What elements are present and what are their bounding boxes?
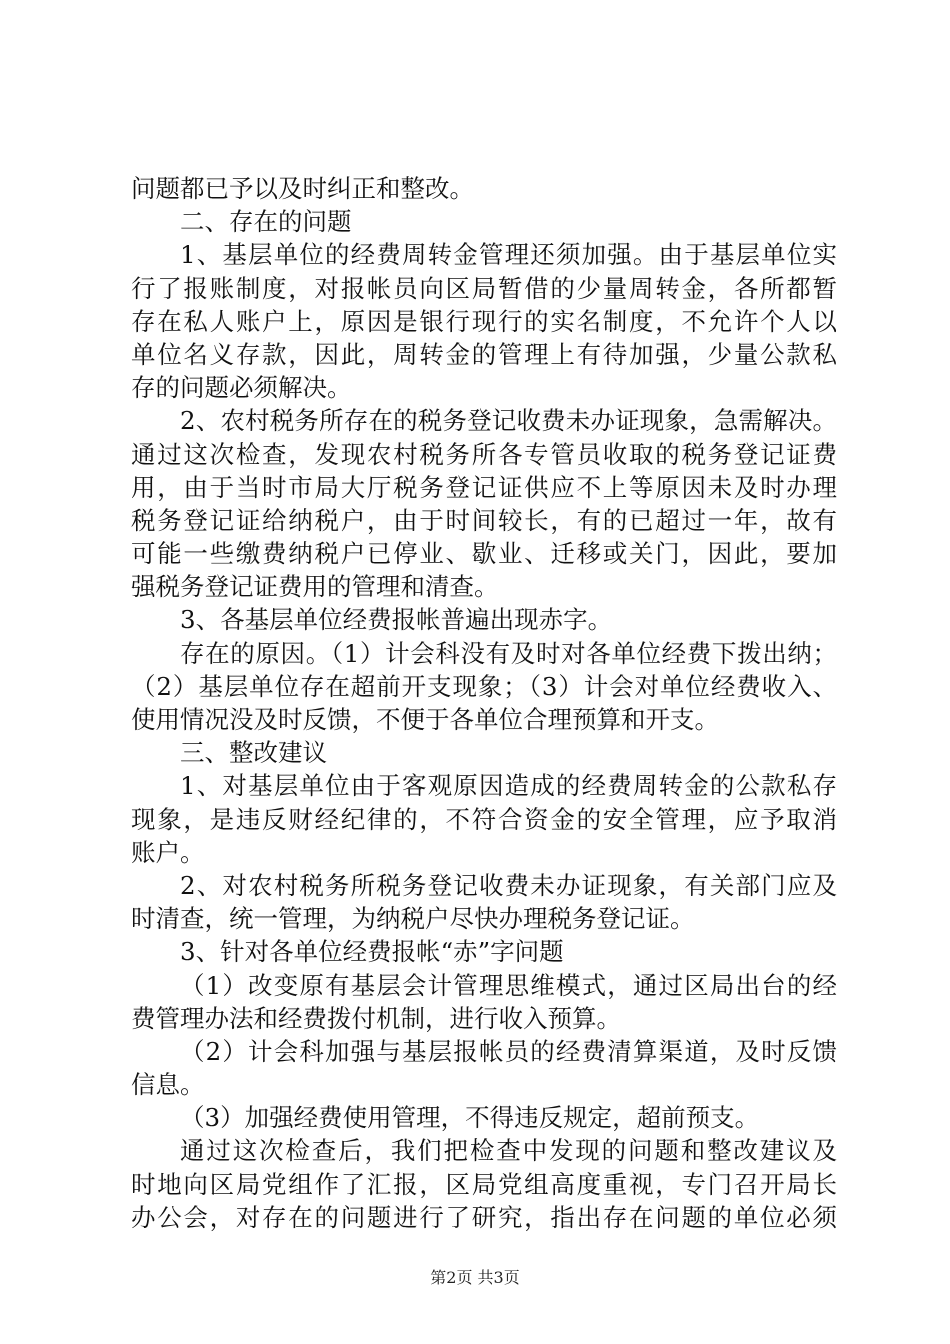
text-line: 强税务登记证费用的管理和清查。	[131, 572, 499, 602]
text-line: 使用情况没及时反馈，不便于各单位合理预算和开支。	[131, 705, 719, 734]
text-line: 问题都已予以及时纠正和整改。	[131, 174, 474, 203]
text-line: 时清查，统一管理，为纳税户尽快办理税务登记证。	[131, 904, 695, 934]
text-line: 通过这次检查，发现农村税务所各专管员收取的税务登记证费	[131, 439, 837, 469]
text-line: 3、针对各单位经费报帐“赤”字问题	[180, 937, 564, 967]
text-line: 1、对基层单位由于客观原因造成的经费周转金的公款私存	[180, 771, 837, 801]
text-line: 用，由于当时市局大厅税务登记证供应不上等原因未及时办理	[131, 472, 837, 502]
text-line: 费管理办法和经费拨付机制，进行收入预算。	[131, 1003, 621, 1033]
text-line: 存在私人账户上，原因是银行现行的实名制度，不允许个人以	[131, 306, 837, 336]
text-line: 时地向区局党组作了汇报，区局党组高度重视，专门召开局长	[131, 1169, 837, 1199]
text-line: 办公会，对存在的问题进行了研究，指出存在问题的单位必须	[131, 1202, 837, 1232]
text-line: 存的问题必须解决。	[131, 373, 352, 403]
text-line: 三、整改建议	[180, 738, 327, 768]
text-line: 单位名义存款，因此，周转金的管理上有待加强，少量公款私	[131, 339, 837, 369]
text-line: 信息。	[131, 1070, 205, 1100]
page-footer: 第2页 共3页	[430, 1268, 520, 1287]
text-line: 1、基层单位的经费周转金管理还须加强。由于基层单位实	[180, 240, 837, 270]
text-line: 税务登记证给纳税户，由于时间较长，有的已超过一年，故有	[131, 505, 837, 535]
text-line: 可能一些缴费纳税户已停业、歇业、迁移或关门，因此，要加	[131, 539, 837, 569]
text-line: 二、存在的问题	[180, 207, 352, 237]
text-line: 账户。	[131, 837, 205, 867]
document-body	[131, 172, 837, 1234]
text-line: 通过这次检查后，我们把检查中发现的问题和整改建议及	[180, 1136, 837, 1166]
text-line: （1）改变原有基层会计管理思维模式，通过区局出台的经	[180, 970, 837, 1000]
text-line: （2）计会科加强与基层报帐员的经费清算渠道，及时反馈	[180, 1036, 837, 1066]
text-line: 3、各基层单位经费报帐普遍出现赤字。	[180, 605, 613, 635]
text-line: 现象，是违反财经纪律的，不符合资金的安全管理，应予取消	[131, 804, 837, 834]
text-line: （2）基层单位存在超前开支现象；（3）计会对单位经费收入、	[131, 671, 837, 701]
text-line: 存在的原因。（1）计会科没有及时对各单位经费下拨出纳；	[180, 638, 837, 668]
text-line: 行了报账制度，对报帐员向区局暂借的少量周转金，各所都暂	[131, 273, 837, 303]
text-line: 2、对农村税务所税务登记收费未办证现象，有关部门应及	[180, 870, 837, 900]
text-line: 2、农村税务所存在的税务登记收费未办证现象，急需解决。	[180, 406, 837, 436]
text-line: （3）加强经费使用管理，不得违反规定，超前预支。	[180, 1103, 760, 1133]
